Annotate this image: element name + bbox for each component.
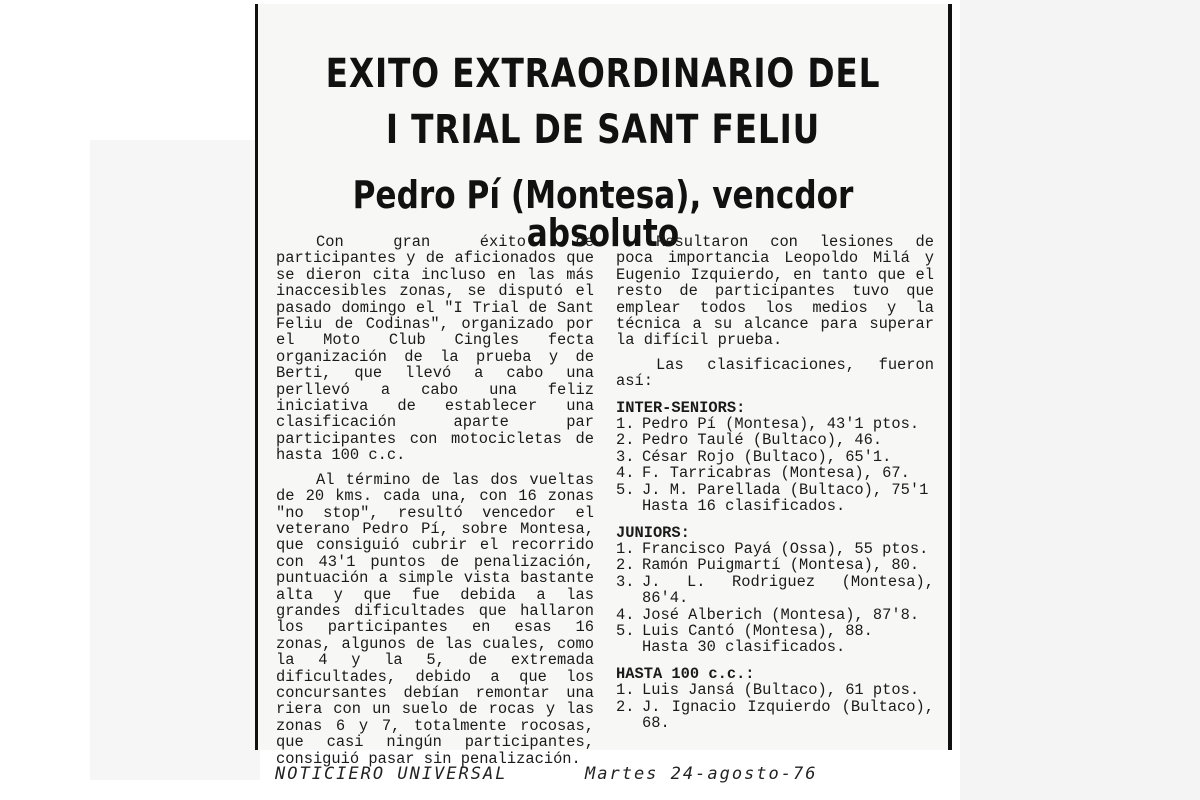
result-position: 1. bbox=[616, 681, 635, 700]
classification-note: Hasta 16 clasificados. bbox=[642, 497, 846, 516]
result-position: 3. bbox=[616, 572, 635, 591]
result-row bbox=[616, 482, 934, 498]
classification-note: Hasta 30 clasificados. bbox=[642, 638, 846, 657]
article-left-column bbox=[276, 234, 594, 767]
result-row bbox=[616, 699, 934, 732]
article-paragraph: Con gran éxito de participantes y de aficionados que se dieron cita incluso en las más inaccesibles zonas, se disputó el pasado domingo el "I Trial de Sant Feliu de Codinas", organizado por el Moto Club Cingles fecta organización de la prueba y de Berti, que llevó a cabo una perllevó a cabo una feliz iniciativa de establecer una clasificación aparte par participantes con motocicletas de hasta 100 c.c. bbox=[276, 233, 594, 465]
result-text: Luis Cantó (Montesa), 88. bbox=[642, 621, 873, 640]
headline-line-2: I TRIAL DE SANT FELIU bbox=[385, 107, 821, 153]
result-row bbox=[616, 416, 934, 432]
article-paragraph: Las clasificaciones, fueron así: bbox=[616, 355, 934, 391]
result-text: César Rojo (Bultaco), 65'1. bbox=[642, 447, 892, 466]
result-row bbox=[616, 623, 934, 639]
result-position: 5. bbox=[616, 621, 635, 640]
result-text: J. M. Parellada (Bultaco), 75'1 bbox=[642, 480, 929, 499]
result-text: Ramón Puigmartí (Montesa), 80. bbox=[642, 556, 920, 575]
result-position: 4. bbox=[616, 464, 635, 483]
handwritten-date: Martes 24-agosto-76 bbox=[585, 764, 818, 784]
result-text: J. Ignacio Izquierdo (Bultaco), 68. bbox=[642, 697, 934, 732]
result-row bbox=[616, 607, 934, 623]
result-row bbox=[616, 449, 934, 465]
result-row bbox=[616, 541, 934, 557]
article-paragraph: Al término de las dos vueltas de 20 kms. cada una, con 16 zonas "no stop", resultó vencedor el veterano Pedro Pí, sobre Montesa, que consiguió cubrir el recorrido con 43'1 puntos de penalización, puntuación a simple vista bastante alta y que fue debida a las grandes dificultades que hallaron los participantes en esas 16 zonas, algunos de las cuales, como la 4 y la 5, de extremada dificultades, debido a que los concursantes debían remontar una riera con un suelo de rocas y las zonas 6 y 7, totalmente rocosas, que casi ningún participantes, consiguió pasar sin penalización. bbox=[276, 470, 594, 768]
classifications-list bbox=[616, 400, 934, 732]
result-text: F. Tarricabras (Montesa), 67. bbox=[642, 464, 910, 483]
result-position: 2. bbox=[616, 697, 635, 716]
headline-line-1: EXITO EXTRAORDINARIO DEL bbox=[325, 51, 881, 97]
background-page-right bbox=[960, 0, 1200, 800]
result-position: 4. bbox=[616, 605, 635, 624]
result-text: Luis Jansá (Bultaco), 61 ptos. bbox=[642, 681, 920, 700]
result-text: Francisco Payá (Ossa), 55 ptos. bbox=[642, 539, 929, 558]
background-page-left bbox=[90, 140, 260, 780]
result-row bbox=[616, 465, 934, 481]
handwritten-source: NOTICIERO UNIVERSAL bbox=[275, 764, 508, 784]
classification-heading: INTER-SENIORS: bbox=[616, 398, 746, 417]
result-text: J. L. Rodriguez (Montesa), 86'4. bbox=[642, 572, 934, 608]
article-right-column bbox=[616, 234, 934, 731]
result-position: 1. bbox=[616, 539, 635, 558]
article-paragraph: Resultaron con lesiones de poca importancia Leopoldo Milá y Eugenio Izquierdo, en tanto que el resto de participantes tuvo que emplear todos los medios y la técnica a su alcance para superar la difícil prueba. bbox=[616, 233, 934, 350]
result-text: Pedro Pí (Montesa), 43'1 ptos. bbox=[642, 415, 920, 434]
result-text: Pedro Taulé (Bultaco), 46. bbox=[642, 431, 883, 450]
result-position: 2. bbox=[616, 556, 635, 575]
newspaper-clipping bbox=[255, 4, 952, 768]
classification-heading: JUNIORS: bbox=[616, 523, 690, 542]
result-position: 1. bbox=[616, 415, 635, 434]
result-row bbox=[616, 682, 934, 698]
result-text: José Alberich (Montesa), 87'8. bbox=[642, 605, 920, 624]
result-position: 5. bbox=[616, 480, 635, 499]
result-row bbox=[616, 557, 934, 573]
result-position: 2. bbox=[616, 431, 635, 450]
classification-heading: HASTA 100 c.c.: bbox=[616, 664, 755, 683]
result-row bbox=[616, 574, 934, 607]
result-position: 3. bbox=[616, 447, 635, 466]
subheadline: Pedro Pí (Montesa), vencdor absoluto bbox=[352, 173, 854, 255]
result-row bbox=[616, 432, 934, 448]
